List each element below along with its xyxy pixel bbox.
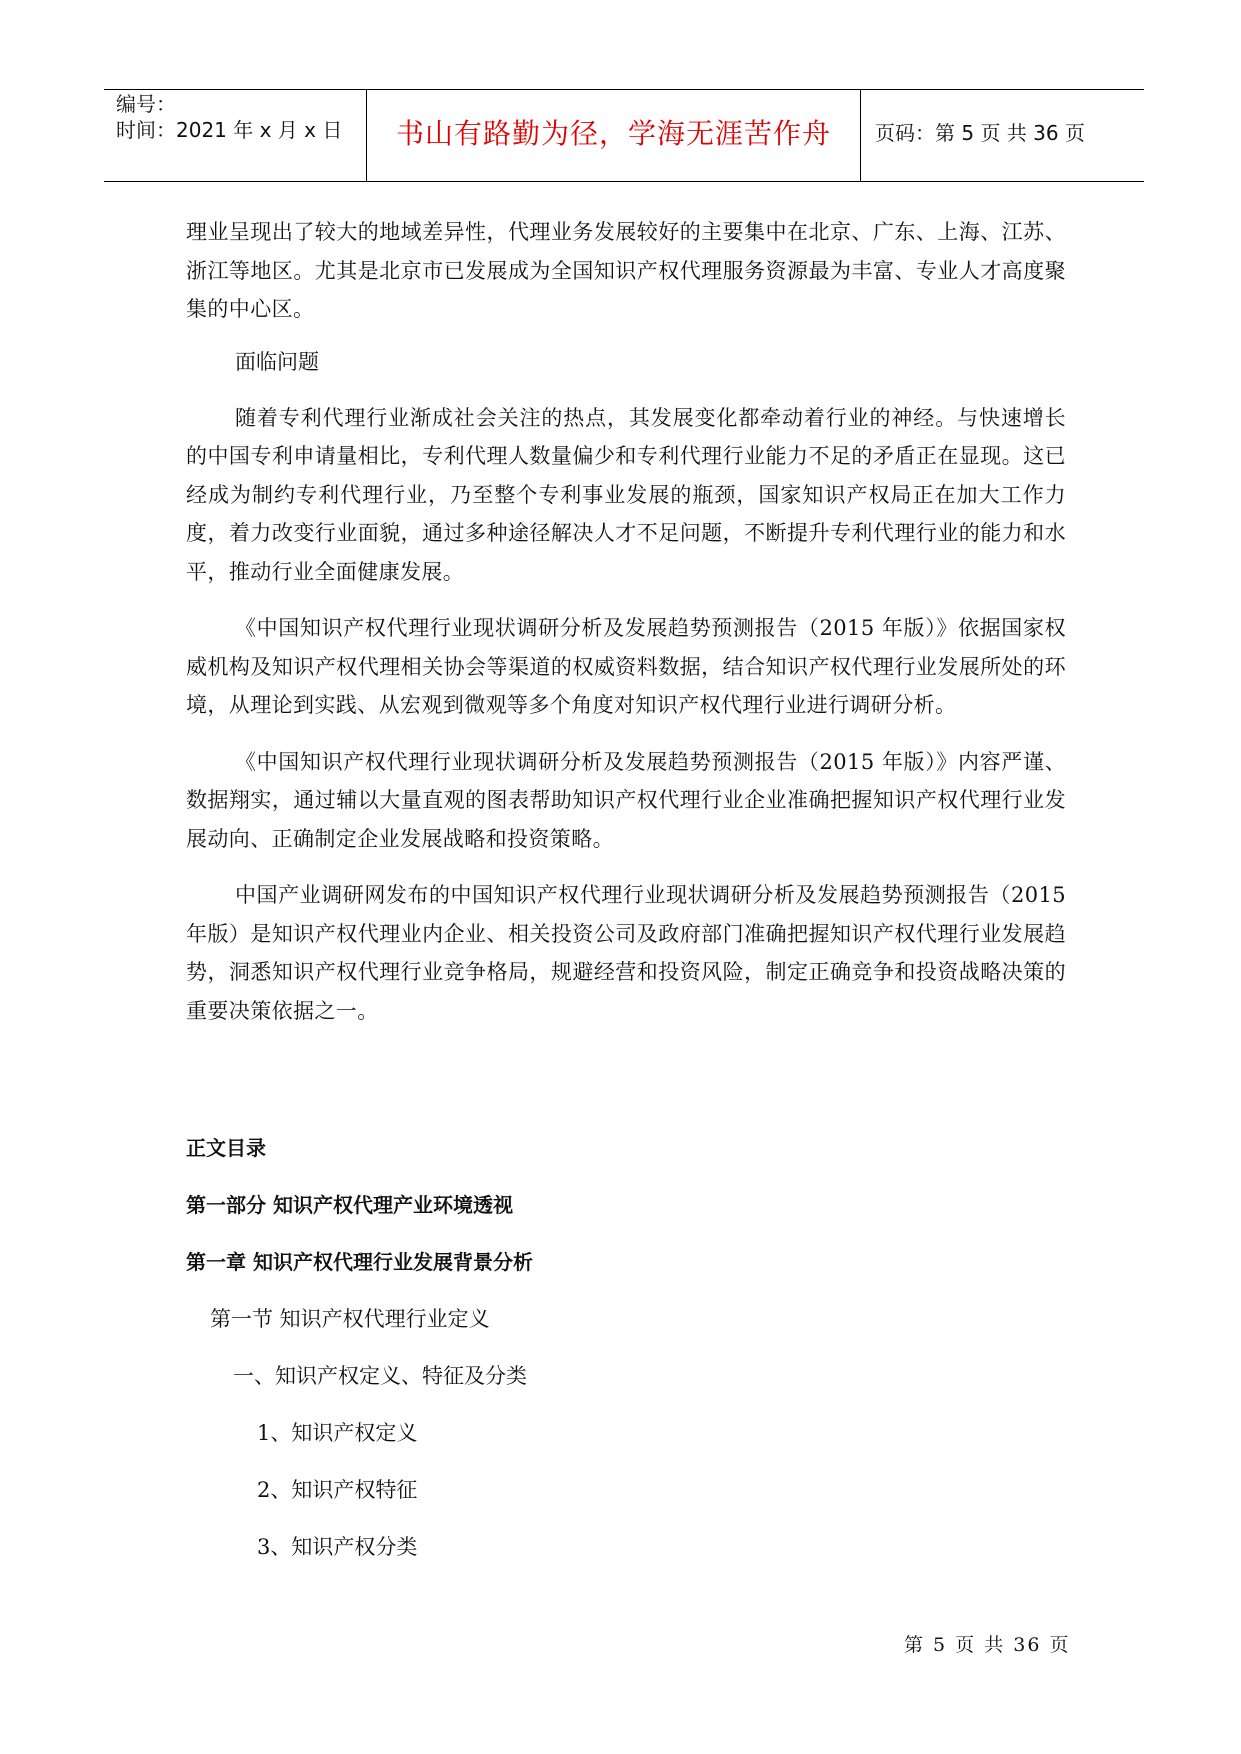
toc-section-1: 第一节 知识产权代理行业定义 xyxy=(210,1307,490,1331)
paragraph-1: 理业呈现出了较大的地域差异性，代理业务发展较好的主要集中在北京、广东、上海、江苏、浙江等地区。尤其是北京市已发展成为全国知识产权代理服务资源最为丰富、专业人才高度聚集的中心区。 xyxy=(186,220,1066,321)
page-footer: 第 5 页 共 36 页 xyxy=(904,1634,1071,1656)
header-left-cell xyxy=(104,90,367,181)
number-label: 编号： xyxy=(116,92,176,116)
toc-part-1: 第一部分 知识产权代理产业环境透视 xyxy=(186,1193,513,1217)
paragraph-4: 《中国知识产权代理行业现状调研分析及发展趋势预测报告（2015 年版）》依据国家权威机构及知识产权代理相关协会等渠道的权威资料数据，结合知识产权代理行业发展所处的环境，从理论到实践、从宏观到微观等多个角度对知识产权代理行业进行调研分析。 xyxy=(186,616,1066,717)
document-body xyxy=(186,213,1066,1048)
paragraph-5: 《中国知识产权代理行业现状调研分析及发展趋势预测报告（2015 年版）》内容严谨、数据翔实，通过辅以大量直观的图表帮助知识产权代理行业企业准确把握知识产权代理行业发展动向、正确制定企业发展战略和投资策略。 xyxy=(186,749,1066,851)
header-table xyxy=(104,89,1144,182)
header-motto: 书山有路勤为径，学海无涯苦作舟 xyxy=(367,90,861,181)
toc-item-1: 一、知识产权定义、特征及分类 xyxy=(233,1364,527,1388)
toc-sub-2: 2、知识产权特征 xyxy=(257,1478,418,1502)
header-page-label: 页码：第 5 页 共 36 页 xyxy=(875,121,1085,145)
time-label: 时间：2021 年 x 月 x 日 xyxy=(116,118,343,142)
paragraph-3: 随着专利代理行业渐成社会关注的热点，其发展变化都牵动着行业的神经。与快速增长的中国专利申请量相比，专利代理人数量偏少和专利代理行业能力不足的矛盾正在显现。这已经成为制约专利代理行业，乃至整个专利事业发展的瓶颈，国家知识产权局正在加大工作力度，着力改变行业面貌，通过多种途径解决人才不足问题，不断提升专利代理行业的能力和水平，推动行业全面健康发展。 xyxy=(186,405,1066,584)
toc-title: 正文目录 xyxy=(186,1136,266,1160)
toc-chapter-1: 第一章 知识产权代理行业发展背景分析 xyxy=(186,1250,533,1274)
subheading-problems: 面临问题 xyxy=(235,349,319,374)
paragraph-6: 中国产业调研网发布的中国知识产权代理行业现状调研分析及发展趋势预测报告（2015 年版）是知识产权代理业内企业、相关投资公司及政府部门准确把握知识产权代理行业发展趋势，洞悉知识产权代理行业竞争格局，规避经营和投资风险，制定正确竞争和投资战略决策的重要决策依据之一。 xyxy=(186,883,1066,1023)
toc-sub-3: 3、知识产权分类 xyxy=(257,1535,418,1559)
toc-sub-1: 1、知识产权定义 xyxy=(257,1421,418,1445)
